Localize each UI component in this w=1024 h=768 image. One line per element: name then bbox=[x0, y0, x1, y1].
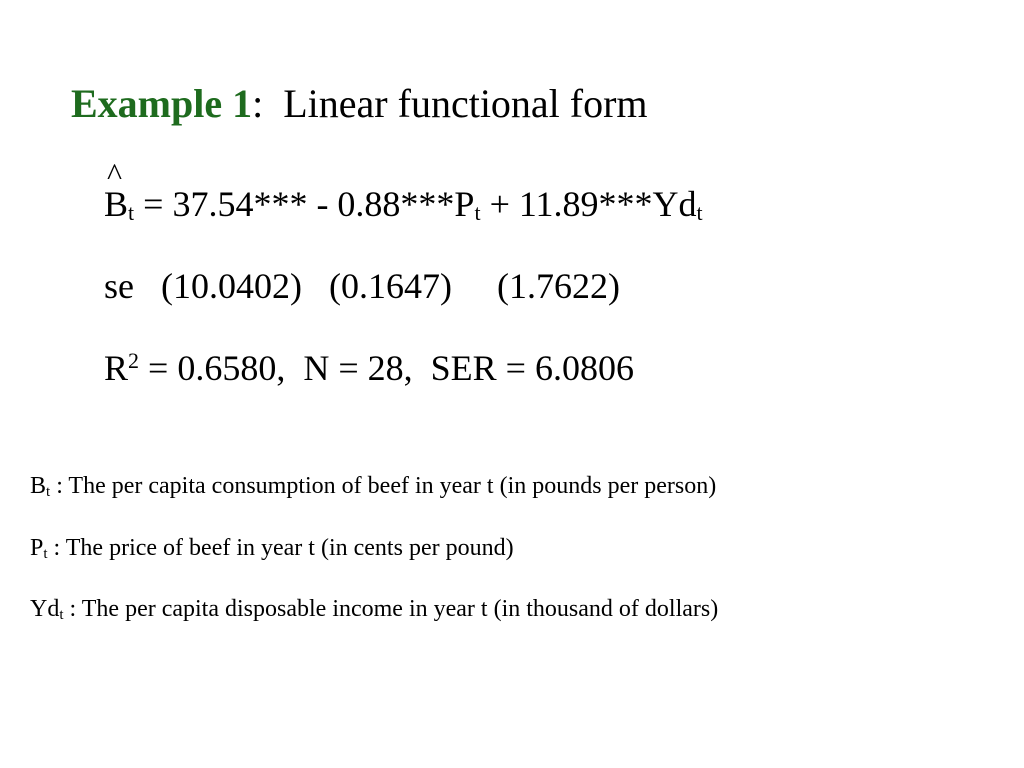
dependent-letter: B bbox=[104, 184, 129, 224]
equation-rhs-part1: = 37.54*** - 0.88***P bbox=[134, 184, 475, 224]
definition-beef-consumption bbox=[30, 471, 716, 501]
definition-text: : The per capita consumption of beef in year t (in pounds per person) bbox=[50, 473, 717, 499]
definition-text: : The price of beef in year t (in cents per pound) bbox=[47, 535, 514, 561]
price-subscript: t bbox=[474, 200, 481, 225]
definition-variable: B bbox=[30, 473, 47, 499]
se-label: se bbox=[104, 266, 134, 306]
regression-equation bbox=[104, 156, 703, 226]
se-value: (1.7622) bbox=[496, 266, 620, 306]
se-value: (0.1647) bbox=[328, 266, 452, 306]
definition-subscript: t bbox=[43, 546, 48, 562]
standard-errors-row bbox=[104, 264, 620, 308]
hat-symbol: ^ bbox=[107, 156, 123, 192]
equation-rhs-part2: + 11.89***Yd bbox=[480, 184, 697, 224]
income-subscript: t bbox=[696, 200, 703, 225]
r-squared-base: R bbox=[104, 348, 129, 388]
definition-disposable-income bbox=[30, 594, 718, 624]
title-colon: : bbox=[252, 81, 264, 126]
fit-statistics-values: = 0.6580, N = 28, SER = 6.0806 bbox=[139, 348, 634, 388]
dependent-variable bbox=[104, 156, 129, 226]
definition-beef-price bbox=[30, 533, 514, 563]
slide-title bbox=[71, 80, 648, 128]
definition-text: : The per capita disposable income in year t (in thousand of dollars) bbox=[63, 596, 719, 622]
title-text: Linear functional form bbox=[283, 81, 648, 126]
definition-subscript: t bbox=[59, 607, 64, 623]
dependent-subscript: t bbox=[128, 200, 135, 225]
definition-variable: Yd bbox=[30, 596, 60, 622]
definition-variable: P bbox=[30, 535, 44, 561]
r-squared-exponent: 2 bbox=[128, 348, 140, 373]
fit-statistics-row bbox=[104, 346, 634, 390]
example-label: Example 1 bbox=[71, 81, 253, 126]
definition-subscript: t bbox=[46, 484, 51, 500]
se-value: (10.0402) bbox=[161, 266, 302, 306]
